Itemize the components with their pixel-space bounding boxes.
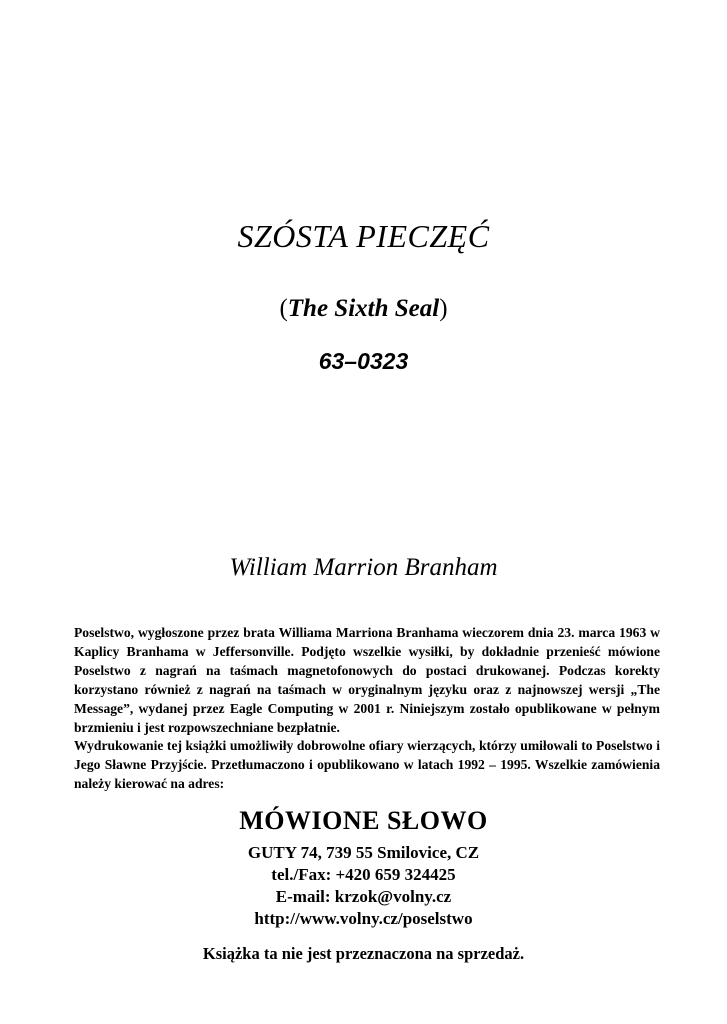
email-address: E-mail: krzok@volny.cz bbox=[275, 887, 452, 906]
sermon-code: 63–0323 bbox=[318, 348, 409, 374]
not-for-sale-notice: Książka ta nie jest przeznaczona na sprzedaż. bbox=[202, 944, 525, 963]
postal-address: GUTY 74, 739 55 Smilovice, CZ bbox=[247, 843, 480, 862]
description-paragraph: Poselstwo, wygłoszone przez brata Williama Marriona Branhama wieczorem dnia 23. marca 1963 w Kaplicy Branhama w Jeffersonville. Podjęto wszelkie wysiłki, by dokładnie przenieść mówione Poselstwo z nagrań na taśmach magnetofonowych do postaci drukowanej. Podczas korekty korzystano również z nagrań na taśmach w oryginalnym języku oraz z najnowszej wersji „The Message”, wydanej przez Eagle Computing w 2001 r. Niniejszym zostało opublikowane w pełnym brzmieniu i jest rozpowszechniane bezpłatnie. bbox=[74, 625, 660, 735]
author-name: William Marrion Branham bbox=[229, 554, 498, 581]
document-title: SZÓSTA PIECZĘĆ bbox=[237, 218, 490, 254]
subtitle-open-paren: ( bbox=[279, 295, 288, 322]
english-subtitle bbox=[0, 295, 727, 323]
printing-info-paragraph: Wydrukowanie tej książki umożliwiły dobrowolne ofiary wierzących, którzy umiłowali to Poselstwo i Jego Sławne Przyjście. Przetłumaczono i opublikowano w latach 1992 – 1995. Wszelkie zamówienia należy kierować na adres: bbox=[74, 738, 660, 791]
subtitle-english-title: The Sixth Seal bbox=[287, 295, 440, 322]
publisher-name: MÓWIONE SŁOWO bbox=[239, 806, 488, 835]
website-url: http://www.volny.cz/poselstwo bbox=[254, 909, 473, 928]
subtitle-close-paren: ) bbox=[439, 295, 448, 322]
phone-fax: tel./Fax: +420 659 324425 bbox=[271, 865, 456, 884]
